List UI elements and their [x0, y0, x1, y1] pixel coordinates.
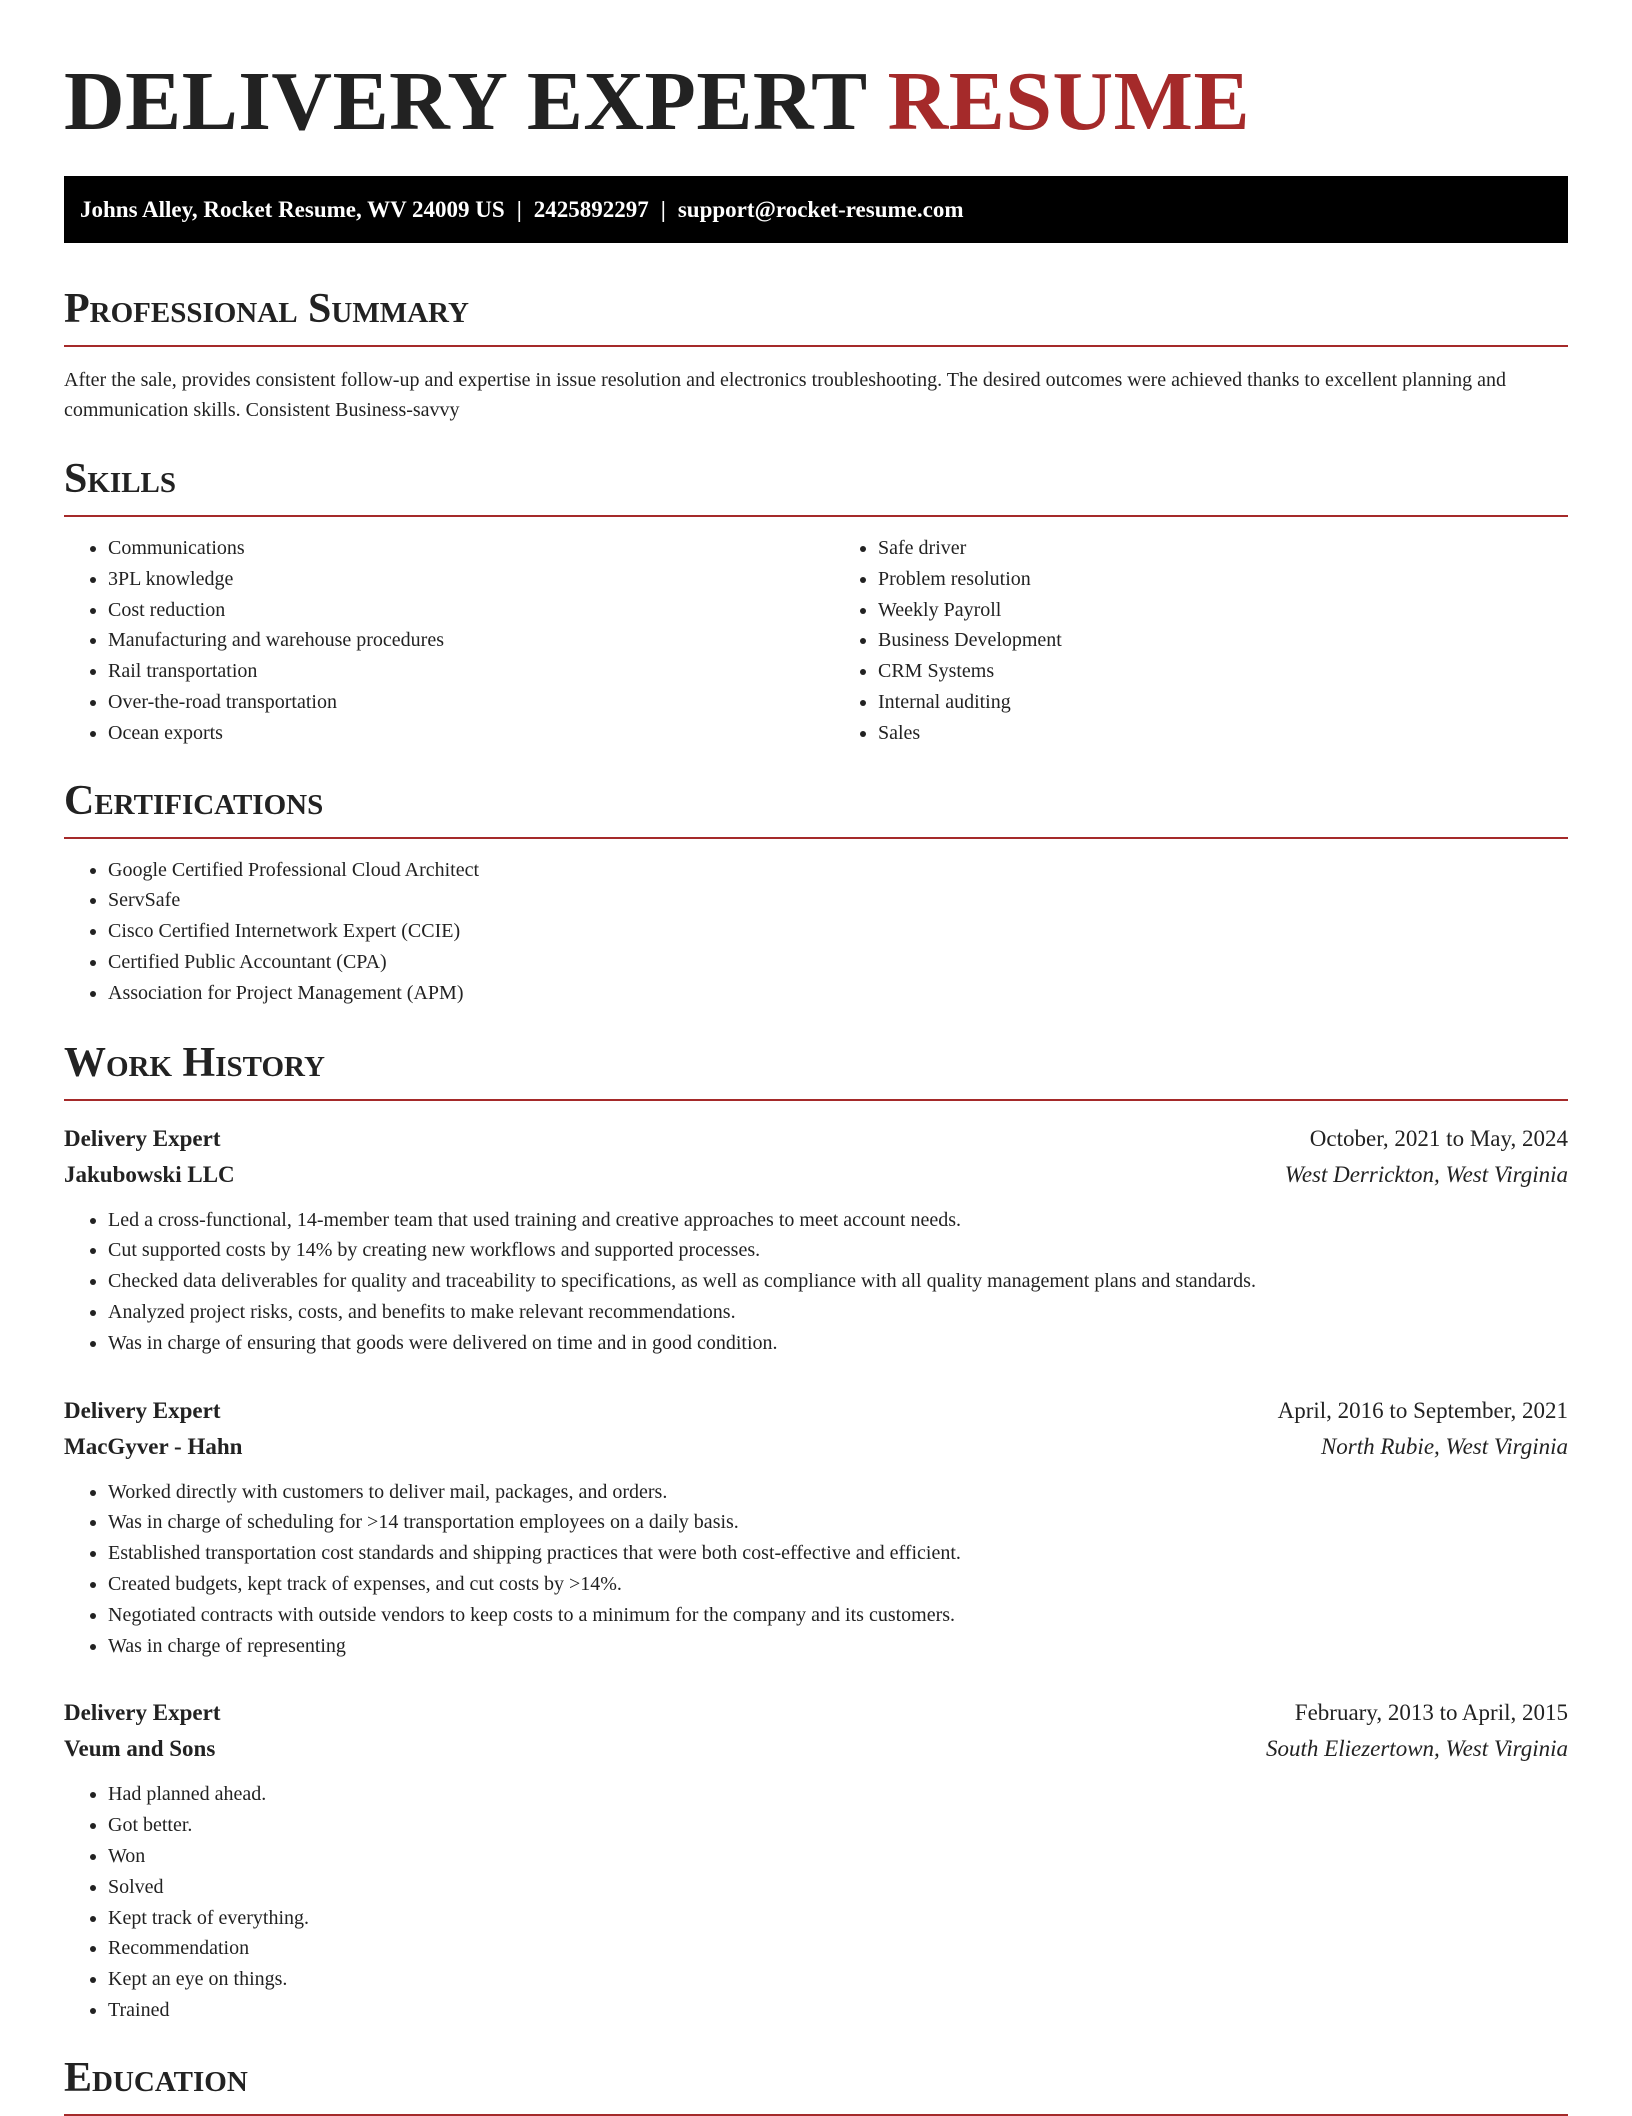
- resume-title-accent: RESUME: [887, 55, 1250, 148]
- job-location: North Rubie, West Virginia: [1320, 1433, 1568, 1459]
- contact-separator: |: [516, 197, 522, 222]
- certification-item: • ServSafe: [108, 885, 1568, 916]
- job-dates: February, 2013 to April, 2015: [1294, 1700, 1568, 1726]
- certification-item: • Certified Public Accountant (CPA): [108, 947, 1568, 978]
- job-bullets: [64, 1205, 1568, 1359]
- skill-item: • Cost reduction: [108, 595, 848, 626]
- contact-bar: [64, 176, 1568, 243]
- summary-heading: Professional Summary: [64, 283, 1568, 347]
- skill-item: • Internal auditing: [878, 687, 1062, 718]
- certification-item: • Cisco Certified Internetwork Expert (CCIE): [108, 916, 1568, 947]
- job-company-row: [64, 1731, 1568, 1767]
- skill-item: • Safe driver: [878, 533, 1062, 564]
- job-bullet: • Had planned ahead.: [108, 1779, 1568, 1810]
- job-bullet: • Was in charge of representing: [108, 1631, 1568, 1662]
- job-bullet: • Cut supported costs by 14% by creating new workflows and supported processes.: [108, 1235, 1568, 1266]
- job-location: South Eliezertown, West Virginia: [1266, 1736, 1568, 1762]
- job-bullet: • Got better.: [108, 1810, 1568, 1841]
- job-bullet: • Trained: [108, 1995, 1568, 2026]
- job-company: Veum and Sons: [64, 1736, 216, 1762]
- contact-address: Johns Alley, Rocket Resume, WV 24009 US: [80, 197, 505, 222]
- job-header-row: [64, 1393, 1568, 1429]
- skill-item: • CRM Systems: [878, 656, 1062, 687]
- job-location: West Derrickton, West Virginia: [1284, 1161, 1568, 1187]
- job-entry: [64, 1695, 1568, 2025]
- skills-list: [64, 517, 1568, 749]
- contact-separator: |: [660, 197, 666, 222]
- job-bullet: • Was in charge of ensuring that goods were delivered on time and in good condition.: [108, 1328, 1568, 1359]
- skill-item: • 3PL knowledge: [108, 564, 848, 595]
- job-bullet: • Was in charge of scheduling for >14 transportation employees on a daily basis.: [108, 1507, 1568, 1538]
- job-header-row: [64, 1695, 1568, 1731]
- skill-item: • Over-the-road transportation: [108, 687, 848, 718]
- resume-title: [64, 0, 1568, 152]
- job-title: Delivery Expert: [64, 1397, 221, 1423]
- job-bullet: • Worked directly with customers to deliver mail, packages, and orders.: [108, 1477, 1568, 1508]
- job-company-row: [64, 1157, 1568, 1193]
- education-heading: Education: [64, 2052, 1568, 2116]
- job-title: Delivery Expert: [64, 1700, 221, 1726]
- job-bullet: • Recommendation: [108, 1933, 1568, 1964]
- job-title: Delivery Expert: [64, 1125, 221, 1151]
- job-bullets: [64, 1779, 1568, 2025]
- resume-title-main: DELIVERY EXPERT: [64, 55, 867, 148]
- resume-page: [64, 0, 1568, 2116]
- skill-item: • Problem resolution: [878, 564, 1062, 595]
- skill-item: • Rail transportation: [108, 656, 848, 687]
- job-entry: [64, 1393, 1568, 1662]
- job-entry: [64, 1121, 1568, 1359]
- job-company-row: [64, 1429, 1568, 1465]
- summary-text: After the sale, provides consistent follow-up and expertise in issue resolution and electronics troubleshooting. The desired outcomes were achieved thanks to excellent planning and communication skills. Consistent Business-savvy: [64, 369, 1507, 421]
- job-bullet: • Won: [108, 1841, 1568, 1872]
- skill-item: • Business Development: [878, 625, 1062, 656]
- certifications-list: [64, 855, 1568, 1009]
- skill-item: • Ocean exports: [108, 718, 848, 749]
- job-bullet: • Negotiated contracts with outside vendors to keep costs to a minimum for the company and its customers.: [108, 1600, 1568, 1631]
- job-bullet: • Led a cross-functional, 14-member team that used training and creative approaches to meet account needs.: [108, 1205, 1568, 1236]
- skill-item: • Weekly Payroll: [878, 595, 1062, 626]
- certification-item: • Google Certified Professional Cloud Architect: [108, 855, 1568, 886]
- job-dates: October, 2021 to May, 2024: [1309, 1125, 1568, 1151]
- work-history-heading: Work History: [64, 1037, 1568, 1101]
- certifications-heading: Certifications: [64, 775, 1568, 839]
- certification-item: • Association for Project Management (APM): [108, 978, 1568, 1009]
- job-header-row: [64, 1121, 1568, 1157]
- job-company: MacGyver - Hahn: [64, 1433, 243, 1459]
- skills-heading: Skills: [64, 453, 1568, 517]
- job-bullet: • Kept an eye on things.: [108, 1964, 1568, 1995]
- contact-email: support@rocket-resume.com: [677, 197, 964, 222]
- job-company: Jakubowski LLC: [64, 1161, 235, 1187]
- job-bullets: [64, 1477, 1568, 1662]
- job-bullet: • Kept track of everything.: [108, 1903, 1568, 1934]
- job-bullet: • Checked data deliverables for quality and traceability to specifications, as well as compliance with all quality management plans and standards.: [108, 1266, 1568, 1297]
- job-bullet: • Analyzed project risks, costs, and benefits to make relevant recommendations.: [108, 1297, 1568, 1328]
- contact-phone: 2425892297: [533, 197, 649, 222]
- job-dates: April, 2016 to September, 2021: [1277, 1397, 1568, 1423]
- skill-item: • Sales: [878, 718, 1062, 749]
- job-bullet: • Established transportation cost standards and shipping practices that were both cost-effective and efficient.: [108, 1538, 1568, 1569]
- job-bullet: • Solved: [108, 1872, 1568, 1903]
- skill-item: • Manufacturing and warehouse procedures: [108, 625, 848, 656]
- skills-column-2: [848, 533, 1062, 749]
- skill-item: • Communications: [108, 533, 848, 564]
- skills-column-1: [64, 533, 848, 749]
- job-bullet: • Created budgets, kept track of expenses, and cut costs by >14%.: [108, 1569, 1568, 1600]
